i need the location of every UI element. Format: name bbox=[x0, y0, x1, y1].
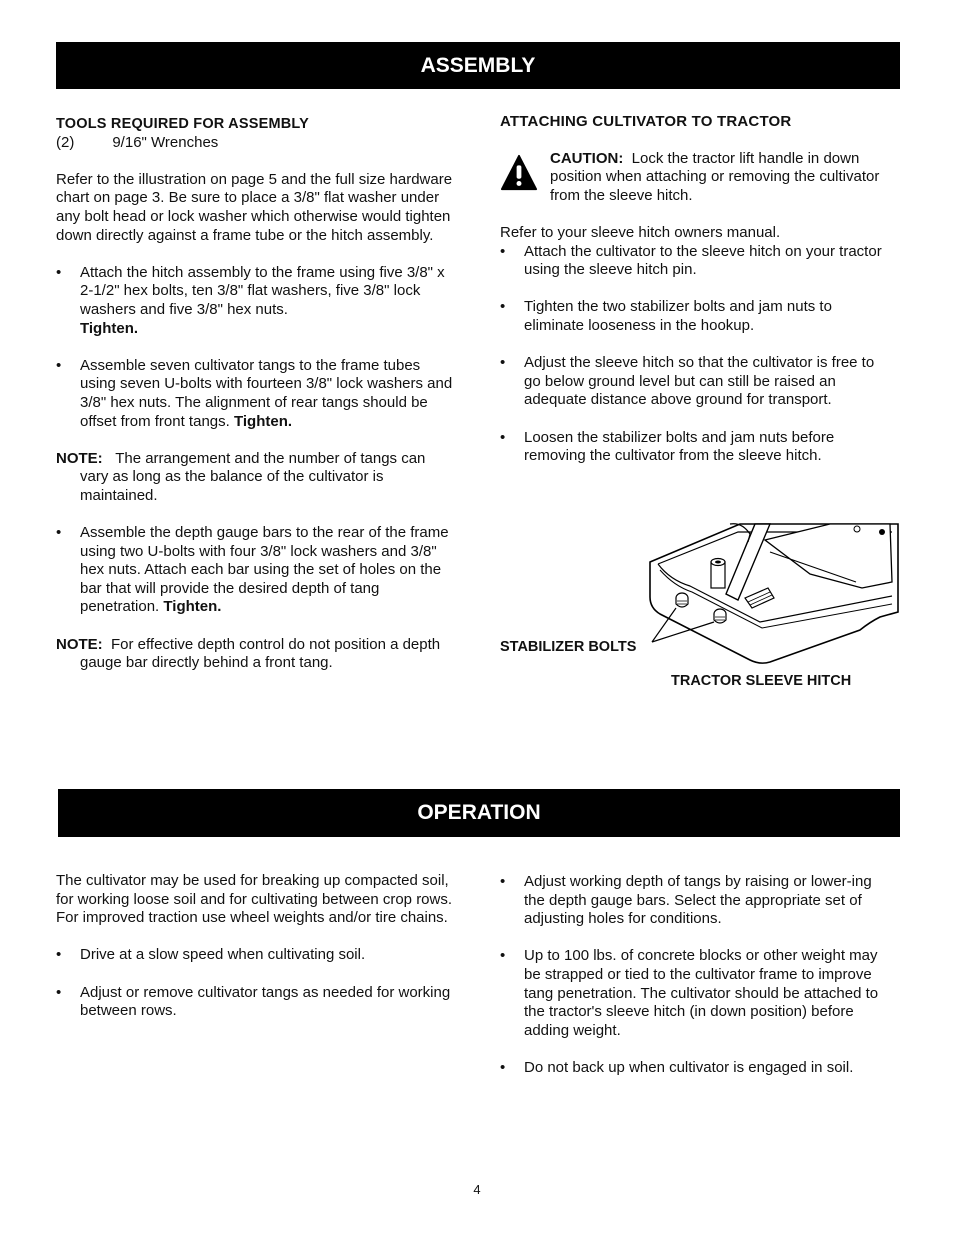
bullet-text: Loosen the stabilizer bolts and jam nuts before removing the cultivator from the sleeve hitch. bbox=[524, 428, 835, 465]
bullet: • bbox=[56, 263, 62, 281]
attach-heading: ATTACHING CULTIVATOR TO TRACTOR bbox=[500, 113, 792, 130]
list-item bbox=[500, 354, 895, 410]
operation-left-column bbox=[56, 872, 456, 1021]
tools-heading: TOOLS REQUIRED FOR ASSEMBLY bbox=[56, 116, 310, 132]
list-item bbox=[500, 1059, 895, 1078]
stabilizer-bolts-label: STABILIZER BOLTS bbox=[500, 639, 637, 655]
operation-header: OPERATION bbox=[58, 789, 900, 837]
tools-qty: (2) bbox=[56, 133, 75, 151]
note-text: For effective depth control do not position a depth gauge bar directly behind a front tang. bbox=[80, 635, 441, 672]
bullet-text: Up to 100 lbs. of concrete blocks or other weight may be strapped or tied to the cultivator frame to improve tang penetration. The cultivator should be attached to the tractor's sleeve hitch (in down position) before adding weight. bbox=[524, 947, 879, 1039]
bullet-text: Assemble seven cultivator tangs to the frame tubes using seven U-bolts with fourteen 3/8" lock washers and 3/8" hex nuts. The alignment of rear tangs should be offset from front tangs. bbox=[80, 356, 453, 430]
tools-item: 9/16" Wrenches bbox=[112, 133, 219, 151]
bullet-text: Drive at a slow speed when cultivating soil. bbox=[80, 946, 366, 964]
tractor-sleeve-hitch-label: TRACTOR SLEEVE HITCH bbox=[671, 673, 852, 689]
list-item bbox=[56, 524, 456, 617]
bullet-text: Do not back up when cultivator is engaged in soil. bbox=[524, 1058, 854, 1076]
tighten-text: Tighten. bbox=[233, 412, 293, 430]
list-item bbox=[56, 264, 456, 338]
operation-intro: The cultivator may be used for breaking up compacted soil, for working loose soil and for cultivating between crop rows. For improved traction use wheel weights and/or tire chains. bbox=[56, 872, 453, 927]
list-item bbox=[500, 873, 895, 929]
list-item bbox=[500, 298, 895, 335]
bullet: • bbox=[500, 354, 506, 372]
list-item bbox=[56, 357, 456, 431]
list-item bbox=[56, 984, 456, 1021]
bullet-text: Attach the hitch assembly to the frame using five 3/8" x 2-1/2" hex bolts, ten 3/8" flat washers, five 3/8" lock washers and five 3/8" hex nuts. bbox=[80, 263, 445, 318]
page-number: 4 bbox=[473, 1182, 481, 1197]
note bbox=[56, 450, 456, 506]
bullet: • bbox=[500, 873, 506, 890]
note-label: NOTE: bbox=[56, 449, 103, 467]
caution-block bbox=[500, 150, 895, 206]
assembly-header: ASSEMBLY bbox=[56, 42, 900, 89]
bullet: • bbox=[500, 428, 506, 446]
bullet-text: Adjust the sleeve hitch so that the cultivator is free to go below ground level but can still be raised an adequate distance above ground for transport. bbox=[524, 354, 875, 409]
bullet-text: Adjust or remove cultivator tangs as needed for working between rows. bbox=[80, 983, 451, 1020]
tools-list bbox=[56, 134, 456, 153]
list-item bbox=[500, 243, 895, 280]
assembly-left-column bbox=[56, 115, 456, 673]
bullet: • bbox=[56, 356, 62, 374]
note bbox=[56, 636, 456, 673]
list-item bbox=[56, 946, 456, 965]
tighten-text: Tighten. bbox=[163, 598, 222, 616]
bullet-text: Assemble the depth gauge bars to the rear of the frame using two U-bolts with four 3/8" lock washers and 3/8" hex nuts. Attach each bar using the set of holes on the bar that will provide the desired depth of tang penetration. bbox=[80, 524, 449, 616]
list-item bbox=[500, 429, 895, 466]
bullet: • bbox=[500, 242, 506, 260]
note-label: NOTE: bbox=[56, 635, 103, 653]
bullet: • bbox=[56, 946, 62, 964]
note-text: The arrangement and the number of tangs can vary as long as the balance of the cultivator is maintained. bbox=[80, 449, 426, 504]
bullet-text: Attach the cultivator to the sleeve hitch on your tractor using the sleeve hitch pin. bbox=[524, 242, 882, 279]
bullet-text: Adjust working depth of tangs by raising or lower-ing the depth gauge bars. Select the appropriate set of adjusting holes for conditions. bbox=[524, 873, 872, 928]
assembly-intro: Refer to the illustration on page 5 and the full size hardware chart on page 3. Be sure to place a 3/8" flat washer under any bolt head or lock washer which otherwise would tighten down directly against a frame tube or the hitch assembly. bbox=[56, 170, 453, 244]
bullet: • bbox=[56, 524, 62, 542]
warning-triangle-icon bbox=[500, 154, 538, 192]
bullet: • bbox=[500, 1058, 506, 1076]
tighten-text: Tighten. bbox=[80, 319, 139, 337]
refer-text: Refer to your sleeve hitch owners manual. bbox=[500, 223, 781, 241]
caution-label: CAUTION: bbox=[550, 149, 624, 167]
sleeve-hitch-illustration bbox=[630, 522, 902, 667]
list-item bbox=[500, 947, 895, 1040]
caution-text: Lock the tractor lift handle in down position when attaching or removing the cultivator from the sleeve hitch. bbox=[550, 149, 880, 204]
operation-right-column bbox=[500, 873, 895, 1078]
bullet-text: Tighten the two stabilizer bolts and jam nuts to eliminate looseness in the hookup. bbox=[524, 298, 832, 334]
assembly-right-column bbox=[500, 113, 895, 466]
bullet: • bbox=[56, 983, 62, 1001]
bullet: • bbox=[500, 298, 506, 316]
bullet: • bbox=[500, 947, 506, 965]
